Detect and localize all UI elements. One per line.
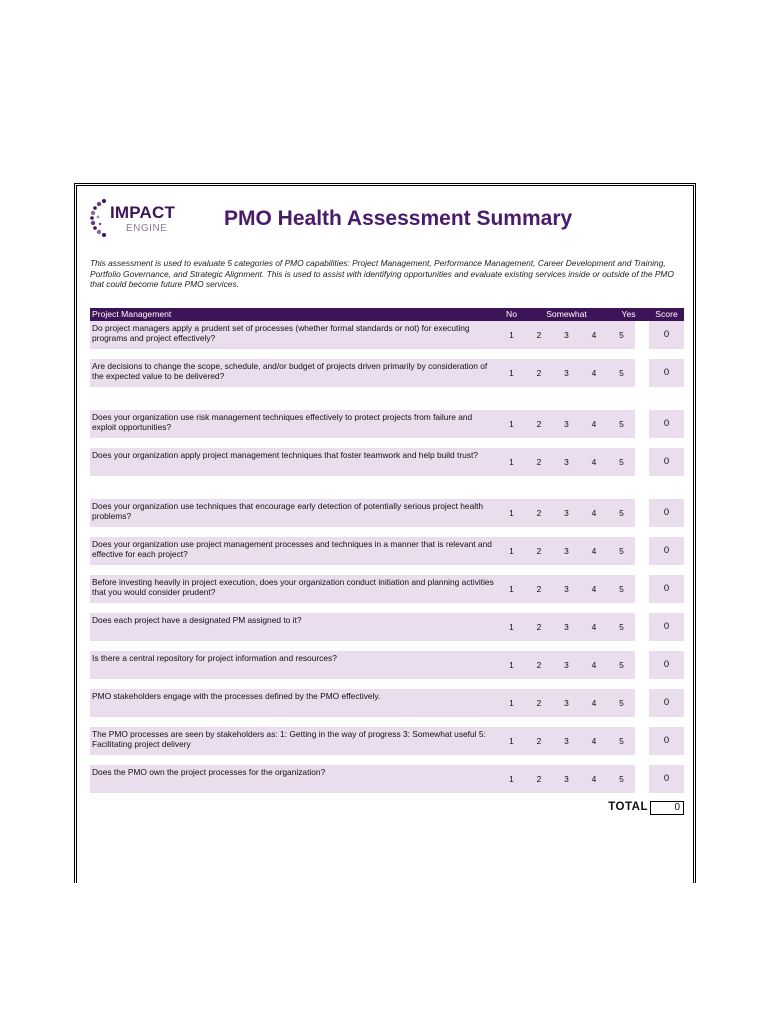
rating-option[interactable]: 1 [498,321,525,349]
rating-option[interactable]: 5 [608,727,635,755]
score-cell: 0 [649,727,684,755]
total-label: TOTAL [608,800,648,813]
row-spacer [90,527,684,537]
question-text: Does each project have a designated PM assigned to it? [90,613,498,641]
rating-option[interactable]: 1 [498,410,525,438]
rating-option[interactable]: 4 [580,410,608,438]
rating-option[interactable]: 5 [608,689,635,717]
question-row [90,321,684,349]
header-category: Project Management [90,308,498,321]
rating-option[interactable]: 3 [553,727,580,755]
row-spacer [90,603,684,613]
column-gap [635,410,649,438]
question-text: Do project managers apply a prudent set of processes (whether formal standards or not) for executing programs and project effectively? [90,321,498,349]
column-gap [635,651,649,679]
rating-option[interactable]: 5 [608,537,635,565]
rating-option[interactable]: 1 [498,689,525,717]
rating-option[interactable]: 3 [553,499,580,527]
rating-option[interactable]: 1 [498,613,525,641]
rating-option[interactable]: 2 [525,410,553,438]
question-row [90,765,684,793]
logo-dots-icon [90,198,112,238]
rating-option[interactable]: 3 [553,575,580,603]
question-text: Does the PMO own the project processes for the organization? [90,765,498,793]
rating-option[interactable]: 4 [580,651,608,679]
rating-option[interactable]: 5 [608,499,635,527]
row-spacer [90,717,684,727]
rating-option[interactable]: 2 [525,499,553,527]
rating-option[interactable]: 3 [553,613,580,641]
assessment-table [90,308,684,793]
score-cell: 0 [649,575,684,603]
impact-engine-logo [90,196,176,240]
score-cell: 0 [649,359,684,387]
score-cell: 0 [649,321,684,349]
rating-option[interactable]: 2 [525,613,553,641]
rating-option[interactable]: 1 [498,499,525,527]
question-text: Does your organization apply project management techniques that foster teamwork and help build trust? [90,448,498,476]
rating-option[interactable]: 3 [553,410,580,438]
rating-option[interactable]: 3 [553,651,580,679]
rating-option[interactable]: 2 [525,727,553,755]
rating-option[interactable]: 2 [525,765,553,793]
rating-option[interactable]: 4 [580,499,608,527]
rating-option[interactable]: 2 [525,321,553,349]
total-value: 0 [650,801,684,815]
intro-text: This assessment is used to evaluate 5 categories of PMO capabilities: Project Management, Performance Management, Career Development and Training, Portfolio Governance, and Strategic Alignment. This is used to assist with identifying opportunities and evaluate existing services inside or outside of the PMO that could become future PMO services. [90,258,674,289]
score-cell: 0 [649,448,684,476]
row-spacer [90,565,684,575]
score-cell: 0 [649,613,684,641]
question-text: Are decisions to change the scope, schedule, and/or budget of projects driven primarily by consideration of the expected value to be delivered? [90,359,498,387]
rating-option[interactable]: 3 [553,448,580,476]
score-cell: 0 [649,765,684,793]
row-spacer [90,755,684,765]
total-row [90,793,684,821]
question-row [90,537,684,565]
rating-option[interactable]: 3 [553,359,580,387]
rating-option[interactable]: 4 [580,575,608,603]
question-row [90,689,684,717]
rating-option[interactable]: 2 [525,651,553,679]
rating-option[interactable]: 5 [608,765,635,793]
rating-option[interactable]: 1 [498,727,525,755]
score-cell: 0 [649,689,684,717]
question-text: Does your organization use techniques that encourage early detection of potentially serious project health problems? [90,499,498,527]
score-cell: 0 [649,537,684,565]
rating-option[interactable]: 5 [608,410,635,438]
question-row [90,575,684,603]
question-text: The PMO processes are seen by stakeholders as: 1: Getting in the way of progress 3: Somewhat useful 5: Facilitating project delivery [90,727,498,755]
rating-option[interactable]: 4 [580,448,608,476]
rating-option[interactable]: 4 [580,359,608,387]
header-yes: Yes [608,308,649,321]
rating-option[interactable]: 1 [498,537,525,565]
rating-option[interactable]: 3 [553,321,580,349]
question-row [90,613,684,641]
column-gap [635,689,649,717]
rating-option[interactable]: 2 [525,575,553,603]
rating-option[interactable]: 5 [608,651,635,679]
rating-option[interactable]: 3 [553,537,580,565]
column-gap [635,499,649,527]
question-text: Does your organization use project management processes and techniques in a manner that is relevant and effective for each project? [90,537,498,565]
column-gap [635,359,649,387]
rating-option[interactable]: 5 [608,321,635,349]
rating-option[interactable]: 4 [580,765,608,793]
row-spacer [90,387,684,410]
logo-word-impact: IMPACT [110,203,176,222]
row-spacer [90,349,684,359]
rating-option[interactable]: 4 [580,537,608,565]
rating-option[interactable]: 5 [608,575,635,603]
logo-word-engine: ENGINE [126,223,168,234]
header-no: No [498,308,525,321]
question-text: PMO stakeholders engage with the processes defined by the PMO effectively. [90,689,498,717]
question-row [90,727,684,755]
question-text: Does your organization use risk management techniques effectively to protect projects from failure and exploit opportunities? [90,410,498,438]
page-title: PMO Health Assessment Summary [224,207,573,230]
column-gap [635,448,649,476]
rating-option[interactable]: 4 [580,689,608,717]
row-spacer [90,641,684,651]
header-somewhat: Somewhat [525,308,608,321]
question-text: Is there a central repository for project information and resources? [90,651,498,679]
score-cell: 0 [649,410,684,438]
rating-option[interactable]: 1 [498,448,525,476]
question-row [90,499,684,527]
column-gap [635,613,649,641]
rating-option[interactable]: 2 [525,537,553,565]
rating-option[interactable]: 1 [498,651,525,679]
question-text: Before investing heavily in project execution, does your organization conduct initiation and planning activities that you would consider prudent? [90,575,498,603]
rating-option[interactable]: 3 [553,765,580,793]
question-row [90,651,684,679]
rating-option[interactable]: 4 [580,727,608,755]
rating-option[interactable]: 1 [498,359,525,387]
rating-option[interactable]: 1 [498,575,525,603]
rating-option[interactable]: 5 [608,359,635,387]
column-gap [635,321,649,349]
row-spacer [90,438,684,448]
rating-option[interactable]: 2 [525,359,553,387]
column-gap [635,537,649,565]
rating-option[interactable]: 2 [525,689,553,717]
question-row [90,410,684,438]
assessment-page [90,190,684,821]
score-cell: 0 [649,499,684,527]
column-gap [635,575,649,603]
rating-option[interactable]: 2 [525,448,553,476]
rating-option[interactable]: 1 [498,765,525,793]
row-spacer [90,476,684,499]
rating-option[interactable]: 3 [553,689,580,717]
rating-option[interactable]: 4 [580,321,608,349]
table-header-row [90,308,684,321]
rating-option[interactable]: 5 [608,613,635,641]
header [90,190,684,250]
rating-option[interactable]: 4 [580,613,608,641]
column-gap [635,765,649,793]
score-cell: 0 [649,651,684,679]
header-score: Score [649,308,684,321]
question-row [90,359,684,387]
question-row [90,448,684,476]
row-spacer [90,679,684,689]
rating-option[interactable]: 5 [608,448,635,476]
column-gap [635,727,649,755]
